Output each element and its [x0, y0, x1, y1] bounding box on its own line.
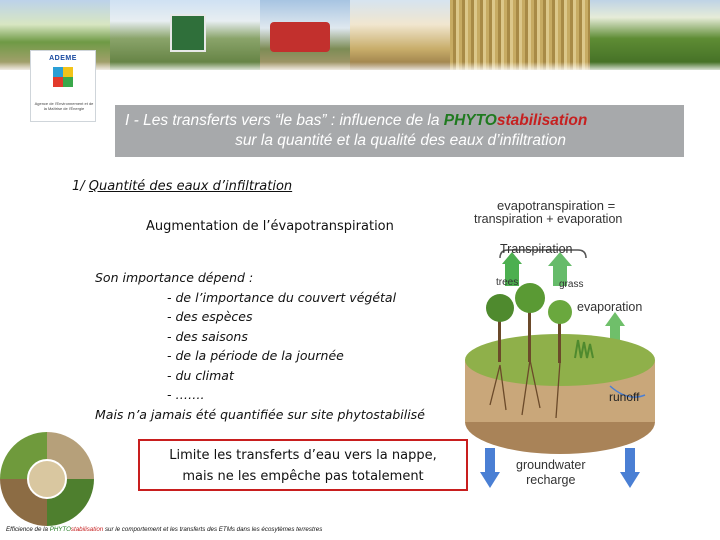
- title-prefix: I - Les transferts vers “le bas” : influence de la: [125, 112, 444, 129]
- diagram-evapotranspiration-label: evapotranspiration =: [497, 198, 616, 213]
- groundwater-arrow-shaft: [485, 448, 495, 472]
- footer-suffix: sur le comportement et les transferts des ETMs dans les écosytèmes terrestres: [103, 526, 323, 533]
- slide-title-box: [115, 105, 684, 157]
- logo-subtitle: Agence de l'Environnement et de la Maîtrise de l'Énergie: [34, 101, 94, 111]
- evaporation-arrow-icon: [605, 312, 625, 326]
- banner-photo-tractor: [110, 0, 260, 70]
- recharge-text: recharge: [526, 473, 576, 487]
- diagram-transpiration-label: Transpiration: [500, 242, 573, 256]
- banner-photo-field: [350, 0, 450, 70]
- photo-collage: [0, 432, 94, 526]
- tractor-shape: [170, 14, 206, 52]
- groundwater-text: groundwater: [516, 458, 586, 472]
- footer-phyto: PHYTO: [49, 526, 71, 533]
- diagram-grass-label: grass: [559, 279, 584, 290]
- header-photo-banner: [0, 0, 720, 70]
- list-item: - de la période de la journée: [167, 348, 344, 363]
- diagram-trees-label: trees: [496, 277, 519, 288]
- highlight-line-2: mais ne les empêche pas totalement: [182, 469, 424, 484]
- diagram-illustration: [460, 190, 720, 500]
- highlight-box: [138, 439, 468, 491]
- groundwater-arrow-icon: [480, 472, 500, 488]
- list-item: - du climat: [167, 367, 234, 383]
- diagram-evaporation-label: evaporation: [577, 300, 643, 314]
- tree-canopy: [515, 283, 545, 313]
- footer-caption: [6, 526, 322, 533]
- groundwater-arrow-icon: [620, 472, 640, 488]
- collage-center-photo: [27, 459, 67, 499]
- footer-stabilisation: stabilisation: [70, 526, 104, 533]
- evapotranspiration-subheading: Augmentation de l’évapotranspiration: [146, 219, 394, 234]
- title-phyto: PHYTO: [443, 112, 497, 129]
- slide-title-line-2: sur la quantité et la qualité des eaux d’infiltration: [235, 132, 566, 149]
- groundwater-arrow-shaft: [625, 448, 635, 472]
- evapotranspiration-diagram: [460, 190, 720, 500]
- dependency-conclusion: Mais n’a jamais été quantifiée sur site phytostabilisé: [95, 406, 425, 422]
- highlight-line-1: Limite les transferts d’eau vers la nappe,: [169, 448, 437, 463]
- diagram-runoff-label: runoff: [609, 390, 640, 404]
- section-number: 1/: [72, 179, 89, 194]
- banner-fade: [0, 62, 720, 72]
- slide-title-line-1: [125, 111, 676, 131]
- diagram-equation-label: transpiration + evaporation: [474, 212, 623, 226]
- tree-canopy: [486, 294, 514, 322]
- list-item: - des espèces: [167, 309, 253, 324]
- diagram-groundwater-label: [516, 458, 586, 488]
- footer-prefix: Efficience de la: [6, 526, 50, 533]
- banner-photo-crops: [590, 0, 720, 70]
- list-item: - …….: [167, 387, 205, 402]
- section-heading: [72, 179, 292, 194]
- title-stabilisation: stabilisation: [496, 112, 588, 129]
- ademe-logo: [30, 50, 96, 122]
- banner-photo-reeds: [450, 0, 590, 70]
- banner-photo-spreader: [260, 0, 350, 70]
- ademe-logo-icon: [51, 65, 75, 89]
- list-item: - des saisons: [167, 328, 248, 344]
- section-label: Quantité des eaux d’infiltration: [88, 179, 293, 194]
- logo-brand: ADEME: [49, 55, 77, 62]
- dependency-intro: Son importance dépend :: [95, 270, 254, 285]
- spreader-shape: [270, 22, 330, 52]
- dependency-list: [95, 268, 425, 424]
- list-item: - de l’importance du couvert végétal: [167, 289, 397, 305]
- tree-canopy: [548, 300, 572, 324]
